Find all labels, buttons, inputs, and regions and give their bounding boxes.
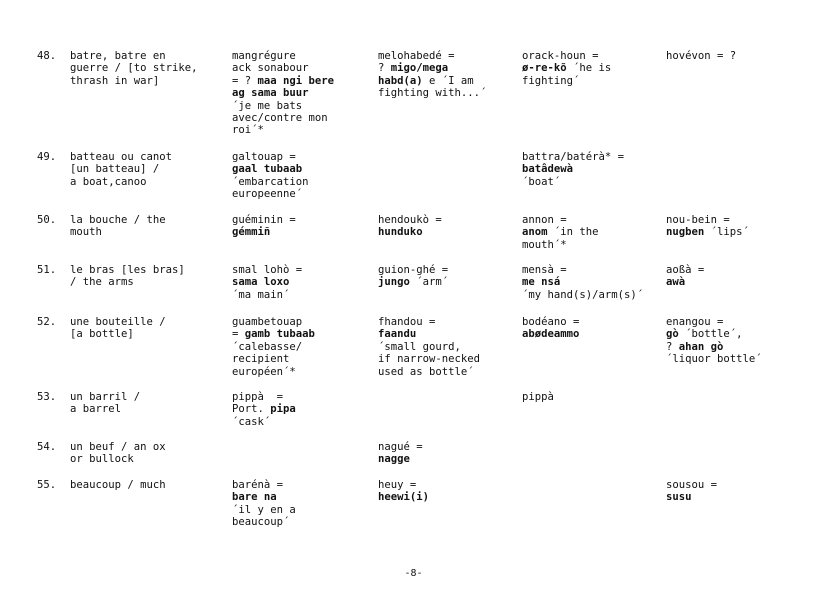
form-line (378, 226, 442, 238)
entry-number: 48. (37, 50, 57, 62)
entry-number: 49. (37, 151, 57, 163)
french-gloss-column (232, 479, 296, 529)
wolof-column (378, 441, 423, 466)
english-gloss (70, 316, 166, 341)
form-text: ´boat´ (522, 175, 561, 188)
english-gloss (70, 479, 166, 491)
form-line (378, 276, 448, 288)
gloss-line: [a bottle] (70, 328, 134, 341)
form-line (378, 441, 423, 453)
form-line (378, 341, 480, 353)
transcription-bold: me nsá (522, 276, 561, 289)
form-text: nagué = (378, 441, 423, 453)
form-line (522, 176, 624, 188)
form-line (232, 491, 296, 503)
form-text: ? (666, 340, 679, 353)
gloss-line: une bouteille / (70, 316, 166, 328)
form-line (232, 176, 309, 188)
form-line (232, 416, 296, 428)
gloss-line: batre, batre en (70, 50, 166, 62)
form-line (232, 479, 296, 491)
form-text: ´my hand(s)/arm(s)´ (522, 288, 644, 301)
gloss-line: batteau ou canot (70, 151, 173, 163)
form-text: mouth´* (522, 238, 567, 251)
wolof-column (378, 214, 442, 239)
form-line (232, 62, 334, 74)
form-line (522, 289, 643, 301)
transcription-bold: jungo (378, 276, 410, 289)
form-text: if narrow-necked (378, 353, 481, 366)
form-text: = ? (232, 74, 258, 87)
form-text: hendoukò = (378, 214, 442, 226)
form-text: ´small gourd, (378, 340, 461, 353)
gloss-line: a boat,canoo (70, 175, 147, 188)
transcription-bold: habd(a) (378, 74, 423, 87)
form-line (378, 453, 423, 465)
form-line (232, 124, 334, 136)
form-text: orack-houn = (522, 50, 599, 62)
transcription-bold: ø-re-kõ (522, 62, 567, 75)
form-text: européen´* (232, 365, 296, 378)
transcription-bold: ag sama buur (232, 87, 309, 100)
form-text: barénà = (232, 479, 284, 491)
form-line (378, 316, 480, 328)
transcription-bold: abødeammo (522, 328, 580, 341)
gloss-text: ´bottle´, (678, 328, 743, 341)
entry-number: 52. (37, 316, 57, 328)
form-text: battra/batérà* = (522, 151, 625, 163)
form-line (232, 75, 334, 87)
form-line (666, 353, 762, 365)
form-line (378, 264, 448, 276)
form-line (232, 87, 334, 99)
form-line (232, 504, 296, 516)
form-line (666, 316, 762, 328)
french-gloss-column (232, 214, 296, 239)
form-line (232, 188, 309, 200)
form-line (232, 403, 296, 415)
gloss-line: thrash in war] (70, 74, 160, 87)
form-line (522, 151, 624, 163)
form-line (378, 50, 486, 62)
form-line (666, 328, 762, 340)
form-text: galtouap = (232, 151, 296, 163)
transcription-bold: gamb tubaab (244, 328, 315, 341)
form-line (666, 491, 717, 503)
transcription-bold: nugben (666, 226, 705, 239)
form-line (232, 353, 315, 365)
form-text: fighting with...´ (378, 87, 487, 100)
entry-number: 55. (37, 479, 57, 491)
gloss-text: ´arm´ (409, 276, 449, 289)
form-text: roi´* (232, 124, 264, 137)
form-line (378, 353, 480, 365)
gloss-line: or bullock (70, 453, 134, 466)
transcription-bold: sama loxo (232, 276, 290, 289)
form-line (232, 289, 302, 301)
form-text: europeenne´ (232, 188, 303, 201)
form-text: ´liquor bottle´ (666, 353, 762, 366)
form-text: Port. (232, 403, 271, 416)
form-line (378, 366, 480, 378)
french-gloss-column (232, 316, 315, 378)
form-text: avec/contre mon (232, 112, 328, 125)
french-gloss-column (232, 391, 296, 428)
language-5-column (666, 316, 762, 366)
form-line (232, 391, 296, 403)
gloss-line: la bouche / the (70, 214, 166, 226)
gloss-line: mouth (70, 226, 102, 239)
gloss-text: ´he is (566, 62, 612, 75)
form-text: fhandou = (378, 316, 436, 328)
form-text: pippà = (232, 391, 284, 403)
gloss-text: e ´I am (422, 74, 474, 87)
form-text: melohabedé = (378, 50, 455, 62)
transcription-bold: gémmiñ (232, 226, 271, 239)
form-line (522, 239, 599, 251)
language-4-column (522, 214, 599, 251)
form-line (378, 75, 486, 87)
form-line (522, 264, 643, 276)
form-line (666, 479, 717, 491)
form-line (232, 226, 296, 238)
transcription-bold: gaal tubaab (232, 163, 303, 176)
form-line (522, 328, 579, 340)
form-line (666, 214, 749, 226)
form-line (378, 328, 480, 340)
form-line (666, 226, 749, 238)
gloss-text: ´lips´ (704, 226, 749, 239)
form-line (232, 214, 296, 226)
form-line (232, 276, 302, 288)
french-gloss-column (232, 50, 334, 137)
language-4-column (522, 151, 624, 188)
transcription-bold: nagge (378, 453, 410, 466)
gloss-line: le bras [les bras] (70, 264, 185, 276)
form-line (232, 163, 309, 175)
english-gloss (70, 151, 172, 188)
form-line (522, 75, 611, 87)
form-line (232, 316, 315, 328)
entry-number: 51. (37, 264, 57, 276)
gloss-line: un beuf / an ox (70, 441, 166, 453)
gloss-line: un barril / (70, 391, 141, 403)
form-text: ´embarcation (232, 175, 309, 188)
form-line (666, 50, 736, 62)
form-text: used as bottle´ (378, 365, 474, 378)
form-line (522, 50, 611, 62)
entry-number: 53. (37, 391, 57, 403)
form-text: ? (378, 62, 391, 75)
form-line (232, 112, 334, 124)
form-text: fighting´ (522, 74, 580, 87)
form-line (232, 151, 309, 163)
language-5-column (666, 50, 736, 62)
transcription-bold: awà (666, 276, 686, 289)
form-line (522, 316, 579, 328)
form-text: annon = (522, 214, 567, 226)
english-gloss (70, 264, 185, 289)
english-gloss (70, 391, 140, 416)
form-text: mensà = (522, 264, 567, 276)
page-number: -8- (404, 568, 423, 579)
english-gloss (70, 50, 198, 87)
language-5-column (666, 214, 749, 239)
form-text: smal lohò = (232, 264, 303, 276)
form-text: enangou = (666, 316, 724, 328)
form-line (232, 341, 315, 353)
gloss-line: guerre / [to strike, (70, 62, 198, 75)
form-text: recipient (232, 353, 290, 366)
language-4-column (522, 391, 554, 403)
transcription-bold: anom (522, 226, 548, 239)
wolof-column (378, 264, 448, 289)
form-text: guéminin = (232, 214, 296, 226)
form-line (522, 391, 554, 403)
form-text: sousou = (666, 479, 718, 491)
form-text: ´il y en a (232, 503, 296, 516)
form-text: beaucoup´ (232, 516, 290, 529)
transcription-bold: gò (666, 328, 679, 341)
form-line (522, 163, 624, 175)
form-line (522, 226, 599, 238)
form-text: ´je me bats (232, 99, 303, 112)
entry-number: 50. (37, 214, 57, 226)
form-line (378, 87, 486, 99)
transcription-bold: pipa (270, 403, 296, 416)
wolof-column (378, 50, 486, 100)
transcription-bold: bare na (232, 491, 277, 504)
form-line (666, 276, 704, 288)
form-line (378, 62, 486, 74)
language-4-column (522, 50, 611, 87)
entry-number: 54. (37, 441, 57, 453)
form-line (522, 214, 599, 226)
wolof-column (378, 479, 429, 504)
transcription-bold: maa ngi bere (257, 74, 335, 87)
gloss-line: [un batteau] / (70, 163, 160, 176)
form-text: ´cask´ (232, 415, 271, 428)
form-text: = (232, 328, 245, 341)
form-text: guion-ghé = (378, 264, 449, 276)
form-text: hovévon = ? (666, 50, 737, 62)
english-gloss (70, 214, 166, 239)
form-line (666, 341, 762, 353)
transcription-bold: heewi(i) (378, 491, 430, 504)
language-4-column (522, 316, 579, 341)
form-line (378, 491, 429, 503)
language-4-column (522, 264, 643, 301)
gloss-text: ´in the (547, 226, 599, 239)
gloss-line: a barrel (70, 403, 122, 416)
transcription-bold: ahan gò (678, 340, 724, 353)
form-text: heuy = (378, 479, 417, 491)
form-line (522, 62, 611, 74)
transcription-bold: faandu (378, 328, 417, 341)
transcription-bold: susu (666, 491, 692, 504)
language-5-column (666, 479, 717, 504)
transcription-bold: hunduko (378, 226, 423, 239)
form-line (232, 366, 315, 378)
form-line (232, 264, 302, 276)
french-gloss-column (232, 151, 309, 201)
form-line (232, 516, 296, 528)
form-line (378, 214, 442, 226)
form-text: bodéano = (522, 316, 580, 328)
form-text: guambetouap (232, 316, 303, 328)
gloss-line: beaucoup / much (70, 479, 166, 491)
form-line (232, 50, 334, 62)
form-line (378, 479, 429, 491)
transcription-bold: migo/mega (390, 62, 449, 75)
form-text: ´calebasse/ (232, 340, 303, 353)
french-gloss-column (232, 264, 302, 301)
language-5-column (666, 264, 704, 289)
form-text: ack sonabour (232, 62, 309, 75)
form-line (522, 276, 643, 288)
form-text: pippà (522, 391, 554, 403)
form-line (232, 100, 334, 112)
form-text: nou-bein = (666, 214, 730, 226)
form-line (232, 328, 315, 340)
form-line (666, 264, 704, 276)
form-text: aoßà = (666, 264, 705, 276)
transcription-bold: batâdewà (522, 163, 574, 176)
wolof-column (378, 316, 480, 378)
form-text: ´ma main´ (232, 288, 290, 301)
english-gloss (70, 441, 166, 466)
form-text: mangrégure (232, 50, 296, 62)
gloss-line: / the arms (70, 276, 134, 289)
